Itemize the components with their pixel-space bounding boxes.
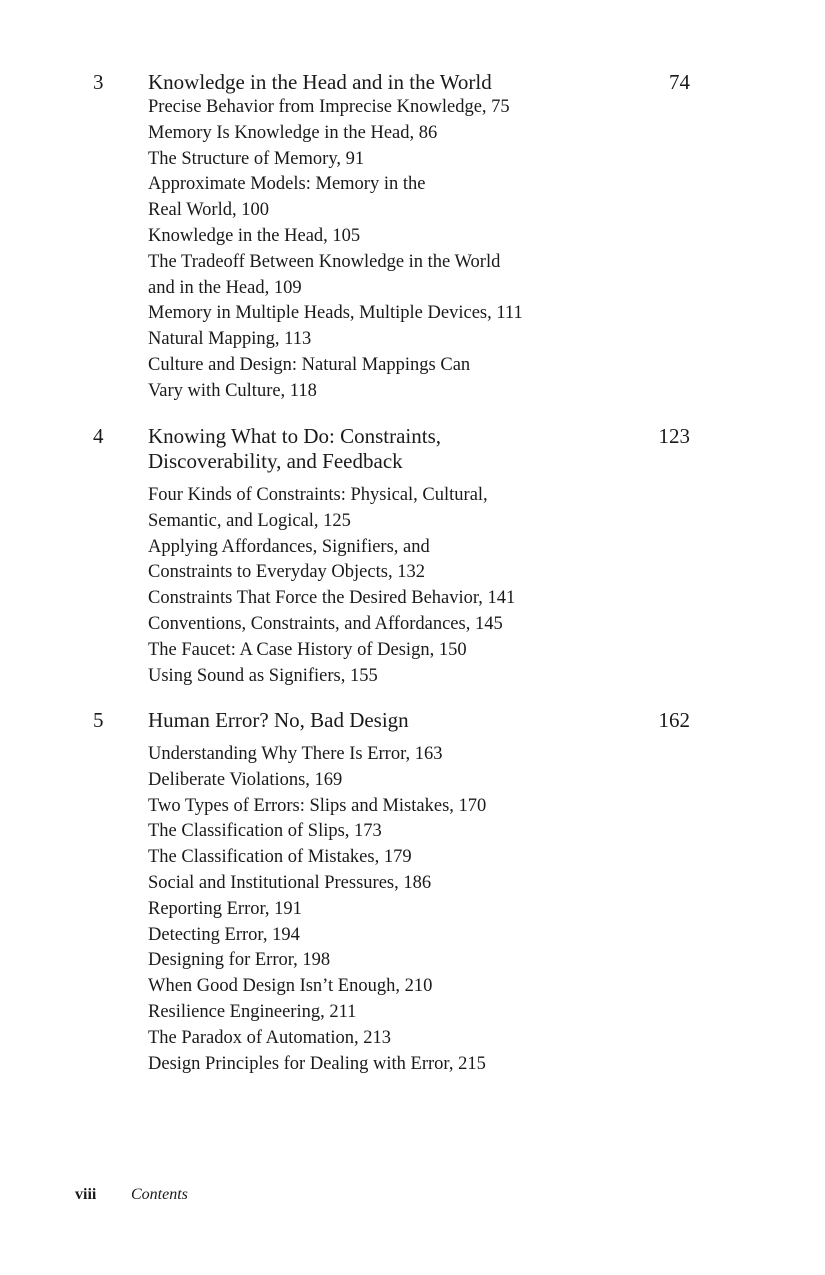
chapter-page-number: 123 <box>658 424 690 448</box>
toc-section-text: Precise Behavior from Imprecise Knowledge, 75 <box>148 97 510 117</box>
toc-section-text: Using Sound as Signifiers, 155 <box>148 665 378 686</box>
toc-section-entry <box>148 250 523 302</box>
toc-section-entry <box>148 224 523 250</box>
section-list-chapter-5 <box>148 742 486 1077</box>
toc-section-entry <box>148 301 523 327</box>
toc-section-text: Applying Affordances, Signifiers, and <box>148 536 430 557</box>
chapter-number: 5 <box>93 708 104 732</box>
toc-section-entry <box>148 897 486 923</box>
toc-section-text: Culture and Design: Natural Mappings Can <box>148 354 471 375</box>
toc-section-entry <box>148 974 486 1000</box>
chapter-number: 4 <box>93 424 104 448</box>
toc-section-text: Resilience Engineering, 211 <box>148 1001 357 1022</box>
toc-section-text: The Faucet: A Case History of Design, 150 <box>148 639 467 660</box>
toc-section-text: Four Kinds of Constraints: Physical, Cultural, <box>148 485 488 505</box>
section-list-chapter-3 <box>148 95 523 405</box>
toc-section-text: Constraints That Force the Desired Behavior, 141 <box>148 588 516 609</box>
chapter-page-number: 162 <box>658 708 690 732</box>
toc-section-text: Deliberate Violations, 169 <box>148 769 343 790</box>
toc-section-entry <box>148 612 515 638</box>
toc-section-entry <box>148 923 486 949</box>
toc-section-entry <box>148 95 523 121</box>
toc-section-text: Approximate Models: Memory in the <box>148 174 426 195</box>
toc-section-text: Design Principles for Dealing with Error, 215 <box>148 1053 486 1074</box>
running-head: Contents <box>131 1186 188 1203</box>
chapter-title: Knowing What to Do: Constraints, Discoverability, and Feedback <box>148 424 442 473</box>
toc-section-text: The Tradeoff Between Knowledge in the World <box>148 251 501 272</box>
toc-section-text: Natural Mapping, 113 <box>148 329 312 350</box>
toc-section-text: Conventions, Constraints, and Affordances, 145 <box>148 613 503 634</box>
toc-section-text: Detecting Error, 194 <box>148 924 300 945</box>
toc-section-entry <box>148 121 523 147</box>
chapter-page-number: 74 <box>669 70 690 94</box>
chapter-number: 3 <box>93 70 104 94</box>
toc-section-entry <box>148 664 515 690</box>
toc-section-entry <box>148 948 486 974</box>
toc-section-text: Memory Is Knowledge in the Head, 86 <box>148 122 438 143</box>
toc-section-entry <box>148 327 523 353</box>
toc-section-text: The Classification of Slips, 173 <box>148 821 382 842</box>
toc-section-entry <box>148 819 486 845</box>
page-footer <box>75 1185 188 1205</box>
page-folio: viii <box>75 1186 97 1203</box>
toc-section-entry <box>148 172 523 224</box>
toc-section-text: Two Types of Errors: Slips and Mistakes, 170 <box>148 795 487 816</box>
toc-section-entry <box>148 483 515 535</box>
toc-section-text: Reporting Error, 191 <box>148 898 302 919</box>
toc-section-text: Knowledge in the Head, 105 <box>148 225 361 246</box>
toc-section-continuation: Constraints to Everyday Objects, 132 <box>148 562 425 583</box>
toc-section-text: Understanding Why There Is Error, 163 <box>148 744 443 764</box>
toc-section-entry <box>148 768 486 794</box>
toc-section-entry <box>148 535 515 587</box>
chapter-title: Knowledge in the Head and in the World <box>148 70 492 94</box>
toc-section-entry <box>148 638 515 664</box>
toc-section-text: Memory in Multiple Heads, Multiple Devices, 111 <box>148 303 523 324</box>
toc-section-continuation: Semantic, and Logical, 125 <box>148 510 351 531</box>
section-list-chapter-4 <box>148 483 515 689</box>
toc-section-entry <box>148 794 486 820</box>
toc-section-entry <box>148 147 523 173</box>
toc-section-text: The Paradox of Automation, 213 <box>148 1027 392 1048</box>
toc-section-continuation: and in the Head, 109 <box>148 277 302 298</box>
toc-section-text: The Classification of Mistakes, 179 <box>148 847 412 868</box>
toc-section-entry <box>148 871 486 897</box>
toc-section-entry <box>148 1000 486 1026</box>
toc-section-text: When Good Design Isn’t Enough, 210 <box>148 976 433 997</box>
toc-section-entry <box>148 845 486 871</box>
chapter-title: Human Error? No, Bad Design <box>148 708 409 732</box>
toc-section-entry <box>148 1026 486 1052</box>
toc-section-entry <box>148 353 523 405</box>
toc-section-entry <box>148 742 486 768</box>
toc-section-continuation: Real World, 100 <box>148 200 269 221</box>
toc-section-text: Social and Institutional Pressures, 186 <box>148 872 432 893</box>
toc-section-entry <box>148 586 515 612</box>
toc-section-entry <box>148 1052 486 1078</box>
toc-section-continuation: Vary with Culture, 118 <box>148 380 317 401</box>
toc-section-text: Designing for Error, 198 <box>148 950 331 971</box>
toc-section-text: The Structure of Memory, 91 <box>148 148 365 169</box>
